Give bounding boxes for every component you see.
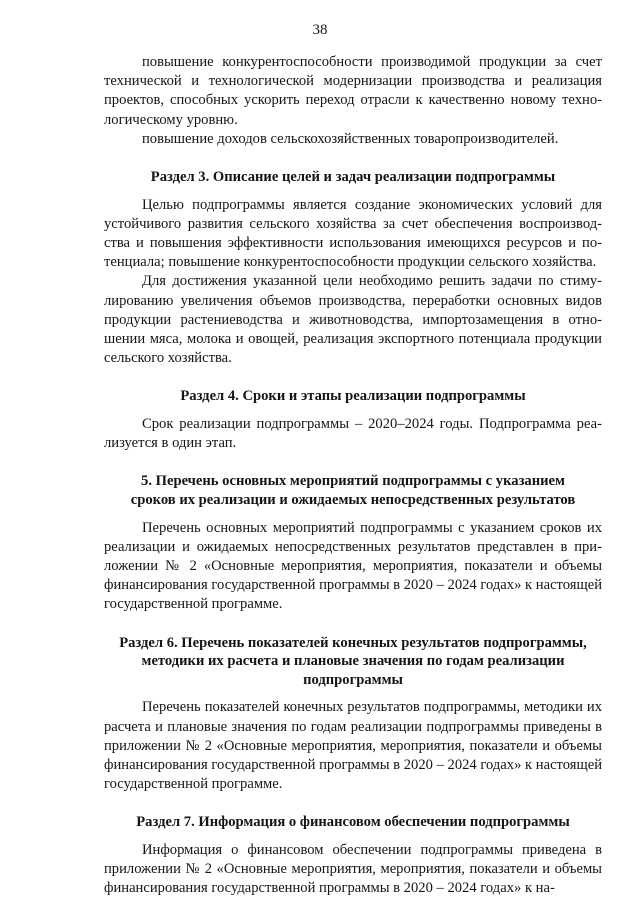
intro-paragraph-1: повышение конкурентоспособности производимой продукции за счет технической и технологической модернизации производства и реализация проектов, способных ускорить переход отрасли к качественно новому технологическому уровню. — [104, 54, 602, 128]
section-7-heading: Раздел 7. Информация о финансовом обеспечении подпрограммы — [136, 814, 570, 831]
section-6-heading: Раздел 6. Перечень показателей конечных результатов подпрограммы, методики их расчета и плановые значения по годам реализации подпрограммы — [119, 634, 587, 688]
section-3-paragraph-1: Целью подпрограммы является создание экономических условий для устойчивого развития сельского хозяйства за счет обеспечения воспроизводства и повышения эффективности использования имеющихся ресурсов и потенциала; повышение конкурентоспособности продукции сельского хозяйства. — [104, 196, 602, 271]
section-4-heading: Раздел 4. Сроки и этапы реализации подпрограммы — [180, 388, 526, 405]
section-5-heading: 5. Перечень основных мероприятий подпрограммы с указанием сроков их реализации и ожидаемых непосредственных результатов — [130, 473, 576, 509]
section-5-paragraph-1: Перечень основных мероприятий подпрограммы с указанием сроков их реализации и ожидаемых непосредственных результатов представлен в приложении № 2 «Основные мероприятия, мероприятия, показатели и объемы финансирования государственной программы в 2020 – 2024 годах» к настоящей государственной программе. — [104, 519, 602, 613]
section-3-paragraph-2: Для достижения указанной цели необходимо решить задачи по стимулированию увеличения объемов производства, переработки основных видов продукции растениеводства и животноводства, импортозамещения в отношении мяса, молока и овощей, реализация экспортного потенциала продукции сельского хозяйства. — [104, 273, 602, 367]
document-body — [104, 53, 602, 899]
section-4-paragraph-1: Срок реализации подпрограммы – 2020–2024 годы. Подпрограмма реализуется в один этап. — [104, 416, 602, 452]
intro-paragraph-2: повышение доходов сельскохозяйственных товаропроизводителей. — [142, 130, 559, 147]
page-number: 38 — [312, 22, 328, 38]
section-7-paragraph-1: Информация о финансовом обеспечении подпрограммы приведена в приложении № 2 «Основные мероприятия, мероприятия, показатели и объемы финансирования государственной программы в 2020 – 2024 годах» к на- — [104, 842, 602, 897]
section-6-paragraph-1: Перечень показателей конечных результатов подпрограммы, методики их расчета и плановые значения по годам реализации подпрограммы приведены в приложении № 2 «Основные мероприятия, мероприятия, показатели и объемы финансирования государственной программы в 2020 – 2024 годах» к настоящей государственной программе. — [104, 699, 602, 793]
section-3-heading: Раздел 3. Описание целей и задач реализации подпрограммы — [150, 169, 556, 186]
